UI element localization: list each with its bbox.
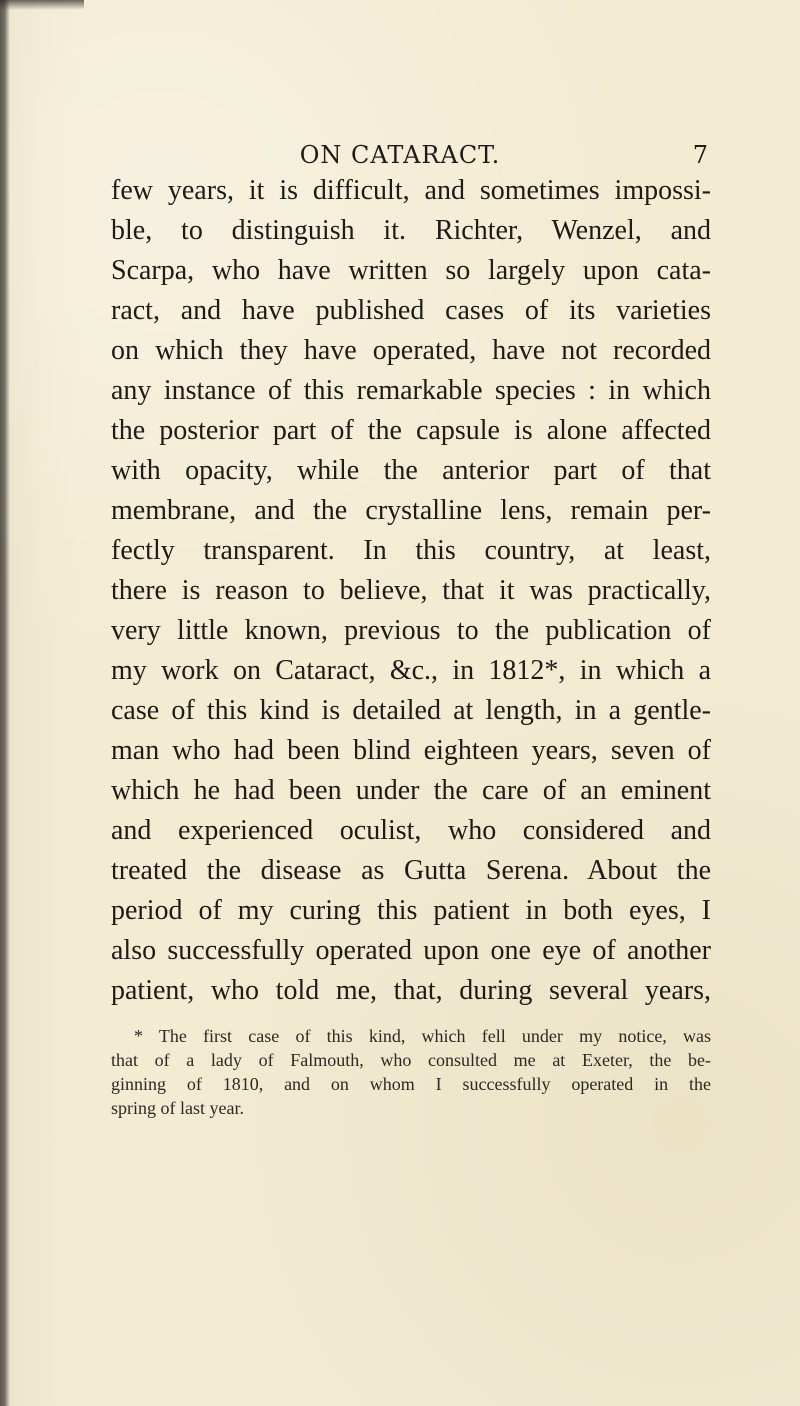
text-line: membrane, and the crystalline lens, remain per- xyxy=(111,495,711,526)
text-line: on which they have operated, have not recorded xyxy=(111,335,711,366)
text-line: treated the disease as Gutta Serena. About the xyxy=(111,855,711,886)
text-line: patient, who told me, that, during several years, xyxy=(111,975,711,1006)
text-line: which he had been under the care of an eminent xyxy=(111,775,711,806)
text-line: the posterior part of the capsule is alone affected xyxy=(111,415,711,446)
footnote-line: that of a lady of Falmouth, who consulted me at Exeter, the be- xyxy=(111,1050,711,1070)
binding-corner xyxy=(0,0,84,10)
binding-edge xyxy=(0,0,10,1406)
page-number: 7 xyxy=(692,141,708,169)
text-line: period of my curing this patient in both eyes, I xyxy=(111,895,711,926)
text-line: Scarpa, who have written so largely upon cata- xyxy=(111,255,711,286)
text-line: fectly transparent. In this country, at least, xyxy=(111,535,711,566)
text-line: there is reason to believe, that it was practically, xyxy=(111,575,711,606)
text-line: ble, to distinguish it. Richter, Wenzel, and xyxy=(111,215,711,246)
main-text xyxy=(111,171,711,1011)
footnote-line: spring of last year. xyxy=(111,1098,244,1118)
text-line: very little known, previous to the publication of xyxy=(111,615,711,646)
footnote xyxy=(111,1024,711,1120)
text-line: and experienced oculist, who considered and xyxy=(111,815,711,846)
running-title: ON CATARACT. xyxy=(299,141,501,169)
text-line: any instance of this remarkable species : in which xyxy=(111,375,711,406)
text-line: with opacity, while the anterior part of that xyxy=(111,455,711,486)
text-line: man who had been blind eighteen years, seven of xyxy=(111,735,711,766)
text-line: also successfully operated upon one eye of another xyxy=(111,935,711,966)
text-line: case of this kind is detailed at length, in a gentle- xyxy=(111,695,711,726)
text-line: ract, and have published cases of its varieties xyxy=(111,295,711,326)
footnote-line: * The first case of this kind, which fell under my notice, was xyxy=(134,1026,711,1046)
text-line: few years, it is difficult, and sometimes impossi- xyxy=(111,175,711,206)
footnote-line: ginning of 1810, and on whom I successfully operated in the xyxy=(111,1074,711,1094)
text-line: my work on Cataract, &c., in 1812*, in which a xyxy=(111,655,711,686)
